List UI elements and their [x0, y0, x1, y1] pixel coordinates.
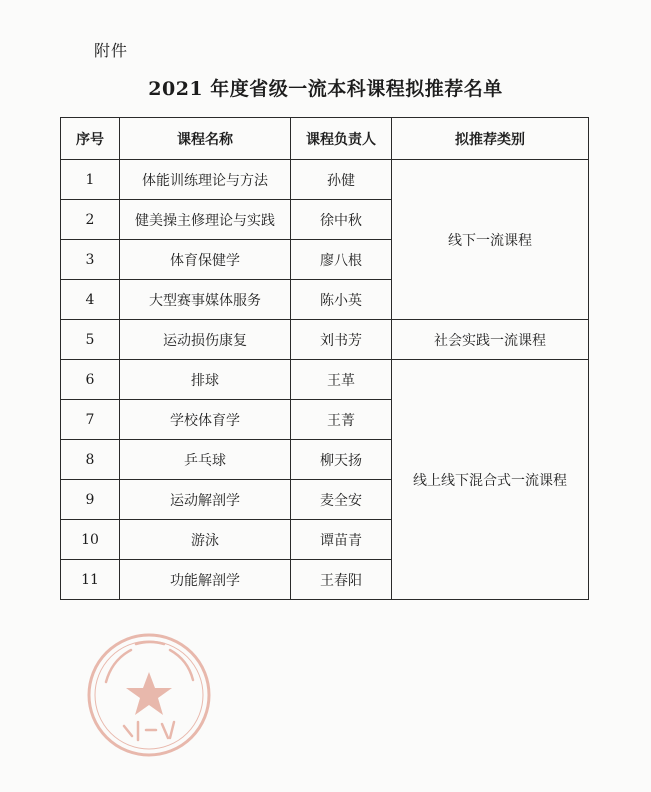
row-number: 7 — [61, 400, 120, 440]
row-number: 1 — [61, 160, 120, 200]
row-number: 6 — [61, 360, 120, 400]
course-lead: 谭苗青 — [291, 520, 392, 560]
row-number: 9 — [61, 480, 120, 520]
course-name: 健美操主修理论与实践 — [120, 200, 291, 240]
attachment-label: 附件 — [94, 41, 129, 60]
official-seal-stamp — [84, 630, 214, 760]
course-name: 乒乓球 — [120, 440, 291, 480]
course-lead: 陈小英 — [291, 280, 392, 320]
row-number: 10 — [61, 520, 120, 560]
course-table — [60, 117, 589, 600]
row-number: 3 — [61, 240, 120, 280]
course-lead: 柳天扬 — [291, 440, 392, 480]
course-lead: 徐中秋 — [291, 200, 392, 240]
course-lead: 麦全安 — [291, 480, 392, 520]
course-name: 运动解剖学 — [120, 480, 291, 520]
header-category: 拟推荐类别 — [392, 118, 589, 160]
page-title: 2021 年度省级一流本科课程拟推荐名单 — [148, 78, 503, 100]
table-row — [61, 160, 589, 200]
header-course-name: 课程名称 — [120, 118, 291, 160]
course-name: 大型赛事媒体服务 — [120, 280, 291, 320]
category-cell: 线上线下混合式一流课程 — [392, 360, 589, 600]
course-lead: 孙健 — [291, 160, 392, 200]
course-lead: 刘书芳 — [291, 320, 392, 360]
course-name: 运动损伤康复 — [120, 320, 291, 360]
row-number: 2 — [61, 200, 120, 240]
course-lead: 廖八根 — [291, 240, 392, 280]
course-name: 学校体育学 — [120, 400, 291, 440]
course-lead: 王菁 — [291, 400, 392, 440]
seal-graphic — [89, 635, 209, 755]
course-name: 游泳 — [120, 520, 291, 560]
course-lead: 王革 — [291, 360, 392, 400]
course-lead: 王春阳 — [291, 560, 392, 600]
table-header-row — [61, 118, 589, 160]
row-number: 5 — [61, 320, 120, 360]
header-course-lead: 课程负责人 — [291, 118, 392, 160]
course-name: 功能解剖学 — [120, 560, 291, 600]
seal-text-bottom — [124, 722, 174, 740]
row-number: 8 — [61, 440, 120, 480]
row-number: 4 — [61, 280, 120, 320]
table-row — [61, 320, 589, 360]
course-name: 排球 — [120, 360, 291, 400]
course-name: 体能训练理论与方法 — [120, 160, 291, 200]
course-name: 体育保健学 — [120, 240, 291, 280]
category-cell: 线下一流课程 — [392, 160, 589, 320]
header-number: 序号 — [61, 118, 120, 160]
table-row — [61, 360, 589, 400]
category-cell: 社会实践一流课程 — [392, 320, 589, 360]
row-number: 11 — [61, 560, 120, 600]
seal-star-icon — [126, 672, 172, 715]
